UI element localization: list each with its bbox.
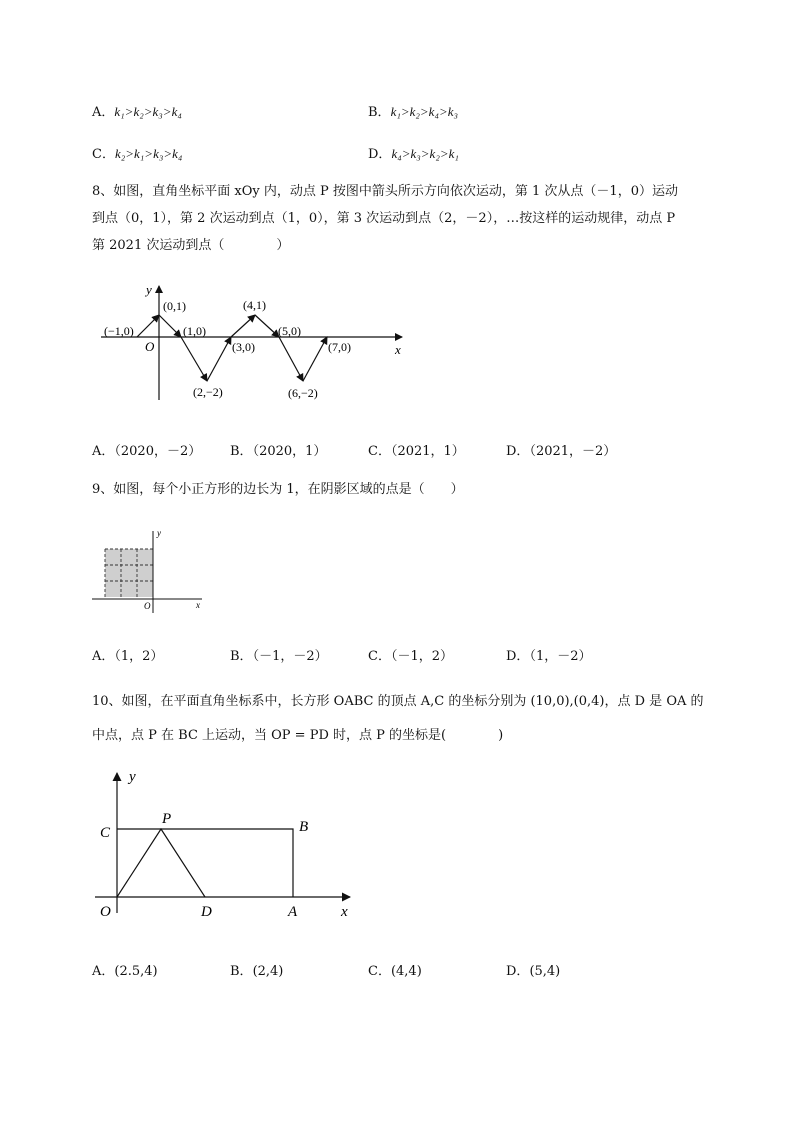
point-label: (−1,0) (104, 324, 134, 338)
option-letter: D． (506, 964, 530, 979)
point-label: (2,−2) (193, 385, 223, 399)
option-letter: B． (368, 105, 391, 120)
option-text: k₄>k₃>k₂>k₁ (391, 146, 459, 161)
point-label: (1,0) (183, 324, 206, 338)
label-o: O (100, 904, 111, 920)
option-letter: D． (368, 147, 392, 162)
option-text: （1，2） (114, 649, 164, 664)
point-label: (6,−2) (288, 386, 318, 400)
q8-figure (95, 280, 415, 410)
label-c: C (100, 825, 111, 841)
rectangle-oabc (117, 829, 293, 897)
option-text: (4,4) (390, 964, 422, 979)
option-letter: C． (368, 649, 391, 664)
q7-option-b[interactable] (368, 101, 458, 120)
q9-option-a[interactable] (92, 645, 163, 664)
option-text: （－1，－2） (252, 649, 328, 664)
triangle-opd (117, 829, 205, 897)
x-axis-label: x (395, 342, 401, 357)
origin-label: O (144, 601, 151, 611)
point-label: (3,0) (232, 340, 255, 354)
option-text: k₁>k₂>k₃>k₄ (114, 104, 182, 119)
path-segment (181, 337, 207, 381)
option-text: （2021，1） (390, 444, 465, 459)
option-text: k₂>k₁>k₃>k₄ (114, 146, 183, 161)
q8-option-c[interactable] (368, 440, 465, 459)
q7-option-a[interactable] (92, 101, 182, 120)
q10-option-a[interactable] (92, 960, 158, 979)
q10-option-b[interactable] (230, 960, 283, 979)
point-labels (104, 298, 351, 400)
label-b: B (299, 819, 309, 835)
q9-option-b[interactable] (230, 645, 328, 664)
q8-line-1: 8、如图，直角坐标平面 xOy 内，动点 P 按图中箭头所示方向依次运动，第 1 次从点（－1，0）运动 (92, 184, 678, 199)
path-segment (159, 315, 181, 337)
y-axis-label: y (129, 769, 136, 785)
option-text: （2020，－2） (114, 444, 202, 459)
q9-option-c[interactable] (368, 645, 453, 664)
q9-option-d[interactable] (506, 645, 591, 664)
path-segment (231, 315, 255, 337)
option-letter: A． (92, 105, 115, 120)
point-label: (5,0) (278, 324, 301, 338)
x-axis-label: x (341, 904, 348, 920)
q10-option-c[interactable] (368, 960, 422, 979)
option-text: (2.5,4) (114, 964, 158, 979)
option-text: （2020，1） (252, 444, 327, 459)
q10-line-2: 中点，点 P 在 BC 上运动，当 OP = PD 时，点 P 的坐标是( ) (92, 728, 504, 743)
option-letter: B． (230, 964, 253, 979)
option-text: (2,4) (252, 964, 284, 979)
path-segment (279, 337, 303, 381)
q8-line-2: 到点（0，1），第 2 次运动到点（1，0），第 3 次运动到点（2，－2），…按这样的运动规律，动点 P (92, 211, 676, 226)
y-axis-label: y (157, 528, 161, 538)
option-text: （1，－2） (529, 649, 592, 664)
q7-option-c[interactable] (92, 143, 182, 162)
path-segment (137, 315, 159, 337)
x-axis-label: x (196, 600, 200, 610)
y-axis-label: y (146, 282, 152, 297)
q10-option-d[interactable] (506, 960, 560, 979)
q8-option-a[interactable] (92, 440, 201, 459)
option-letter: A． (92, 649, 115, 664)
option-letter: D． (506, 649, 530, 664)
option-letter: B． (230, 444, 253, 459)
option-text: （2021，－2） (529, 444, 617, 459)
path-segment (303, 337, 327, 381)
label-p: P (162, 811, 172, 827)
path-segment (207, 337, 231, 381)
option-letter: A． (92, 444, 115, 459)
point-label: (4,1) (243, 298, 266, 312)
point-label: (0,1) (163, 299, 186, 313)
option-text: （－1，2） (390, 649, 453, 664)
q8-option-d[interactable] (506, 440, 616, 459)
option-letter: D． (506, 444, 530, 459)
q9-line: 9、如图，每个小正方形的边长为 1，在阴影区域的点是（ ） (92, 482, 464, 497)
option-text: (5,4) (529, 964, 561, 979)
q10-line-1: 10、如图，在平面直角坐标系中，长方形 OABC 的顶点 A,C 的坐标分别为 (10,0),(0,4)，点 D 是 OA 的 (92, 694, 704, 709)
q7-option-d[interactable] (368, 143, 459, 162)
option-text: k₁>k₂>k₄>k₃ (390, 104, 459, 119)
path-segment (255, 315, 279, 337)
q8-line-3: 第 2021 次运动到点（ ） (92, 238, 290, 253)
option-letter: C． (368, 444, 391, 459)
q9-figure (90, 525, 215, 615)
shaded-region (105, 549, 153, 597)
label-a: A (288, 904, 298, 920)
point-label: (7,0) (328, 340, 351, 354)
q8-option-b[interactable] (230, 440, 326, 459)
q10-figure (95, 765, 365, 925)
label-d: D (201, 904, 212, 920)
origin-label: O (145, 339, 155, 354)
option-letter: A． (92, 964, 115, 979)
option-letter: C． (92, 147, 115, 162)
option-letter: C． (368, 964, 391, 979)
option-letter: B． (230, 649, 253, 664)
